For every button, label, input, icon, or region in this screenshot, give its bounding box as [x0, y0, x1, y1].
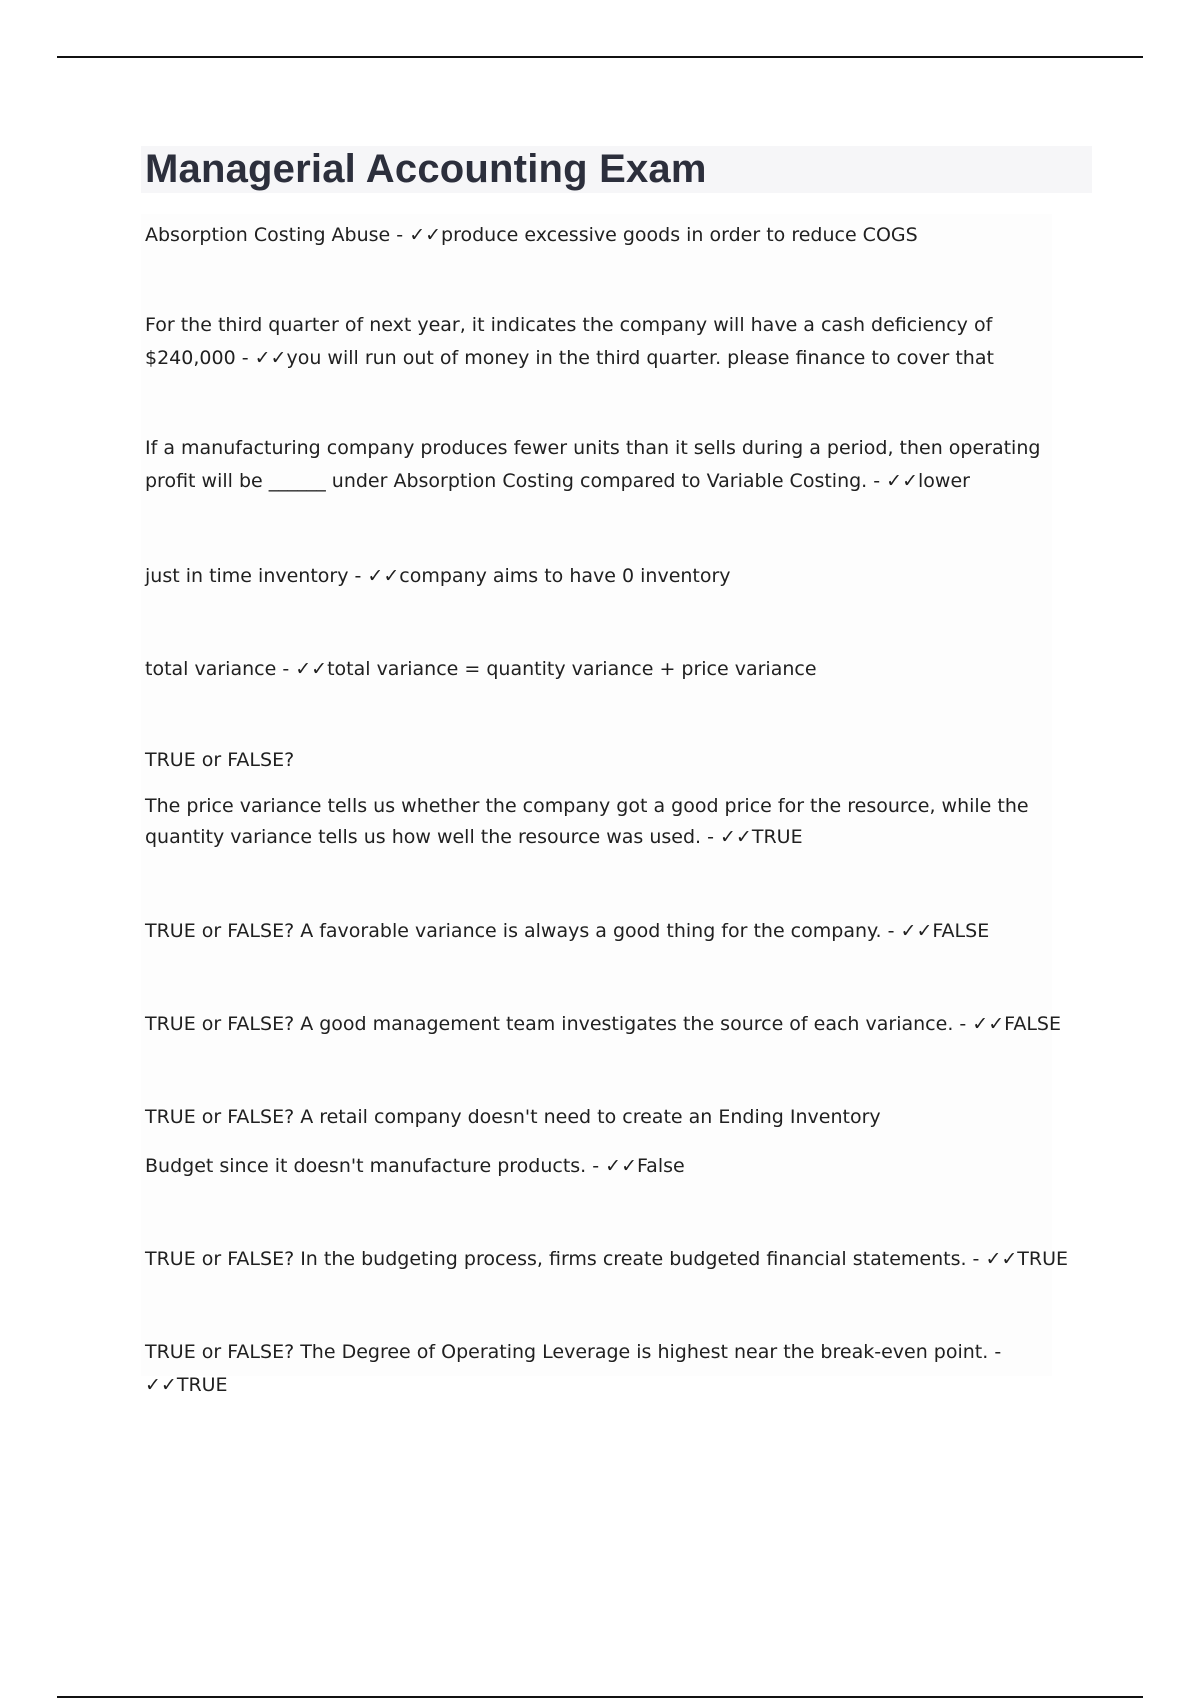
entry-total-variance: [145, 653, 1085, 686]
entry-question: For the third quarter of next year, it indicates the company will have a cash deficiency of $240,000: [145, 314, 993, 369]
entry-answer: False: [637, 1155, 685, 1177]
entry-question: total variance: [145, 658, 277, 680]
entry-answer: total variance = quantity variance + price variance: [327, 658, 817, 680]
entry-cash-deficiency: [145, 309, 1055, 375]
double-check-icon: ✓✓: [605, 1155, 637, 1177]
entry-just-in-time: [145, 560, 1085, 593]
entry-separator: -: [276, 658, 296, 680]
entry-answer: FALSE: [1004, 1013, 1061, 1035]
entry-separator: -: [953, 1013, 973, 1035]
entry-operating-profit: [145, 432, 1090, 498]
entry-question: TRUE or FALSE? In the budgeting process, firms create budgeted financial statements.: [145, 1248, 967, 1270]
entry-separator: -: [701, 826, 721, 848]
entry-separator: -: [586, 1155, 606, 1177]
entry-price-variance: [145, 791, 1075, 853]
entry-favorable-variance: [145, 915, 1085, 948]
entry-question: just in time inventory: [145, 565, 349, 587]
double-check-icon: ✓✓: [900, 920, 933, 942]
entry-question: The price variance tells us whether the company got a good price for the resource, while the quantity variance tells us how well the resource was used.: [145, 795, 1029, 848]
entry-answer: lower: [918, 470, 970, 492]
double-check-icon: ✓✓: [295, 658, 328, 680]
header-rule: [57, 56, 1143, 58]
entry-separator: -: [348, 565, 368, 587]
entry-separator: -: [966, 1248, 986, 1270]
footer-rule: [57, 1696, 1143, 1698]
entry-question: TRUE or FALSE? The Degree of Operating Leverage is highest near the break-even point.: [145, 1341, 989, 1363]
entry-question: TRUE or FALSE? A favorable variance is always a good thing for the company.: [145, 920, 882, 942]
entry-question: TRUE or FALSE? A good management team investigates the source of each variance.: [145, 1013, 954, 1035]
entry-answer: TRUE: [176, 1374, 228, 1396]
entry-answer: produce excessive goods in order to reduce COGS: [441, 224, 918, 246]
entry-answer: FALSE: [932, 920, 990, 942]
entry-answer: TRUE: [1017, 1248, 1069, 1270]
entry-operating-leverage: [145, 1336, 1085, 1402]
double-check-icon: ✓✓: [985, 1248, 1018, 1270]
double-check-icon: ✓✓: [409, 224, 442, 246]
entry-prefix: TRUE or FALSE? A retail company doesn't need to create an Ending Inventory: [145, 1106, 881, 1128]
entry-question: Absorption Costing Abuse: [145, 224, 391, 246]
entry-answer: company aims to have 0 inventory: [399, 565, 731, 587]
double-check-icon: ✓✓: [972, 1013, 1005, 1035]
double-check-icon: ✓✓: [145, 1374, 177, 1396]
entry-budgeting-process: [145, 1243, 1085, 1276]
entry-answer: TRUE: [751, 826, 803, 848]
document-title: Managerial Accounting Exam: [145, 147, 707, 191]
entry-absorption-costing-abuse: [145, 219, 1085, 252]
entry-prefix: TRUE or FALSE?: [145, 749, 295, 771]
entry-separator: -: [235, 347, 255, 369]
entry-question: If a manufacturing company produces fewer units than it sells during a period, then operating profit will be ______ under Absorption Costing compared to Variable Costing.: [145, 437, 1041, 492]
double-check-icon: ✓✓: [720, 826, 752, 848]
double-check-icon: ✓✓: [254, 347, 287, 369]
double-check-icon: ✓✓: [886, 470, 919, 492]
entry-separator: -: [390, 224, 410, 246]
entry-separator: -: [881, 920, 901, 942]
entry-separator: -: [988, 1341, 1002, 1363]
entry-separator: -: [867, 470, 887, 492]
entry-question: Budget since it doesn't manufacture products.: [145, 1155, 587, 1177]
double-check-icon: ✓✓: [367, 565, 400, 587]
entry-answer: you will run out of money in the third quarter. please finance to cover that: [286, 347, 994, 369]
entry-management-team: [145, 1008, 1085, 1041]
entry-ending-inventory: [145, 1150, 1085, 1183]
